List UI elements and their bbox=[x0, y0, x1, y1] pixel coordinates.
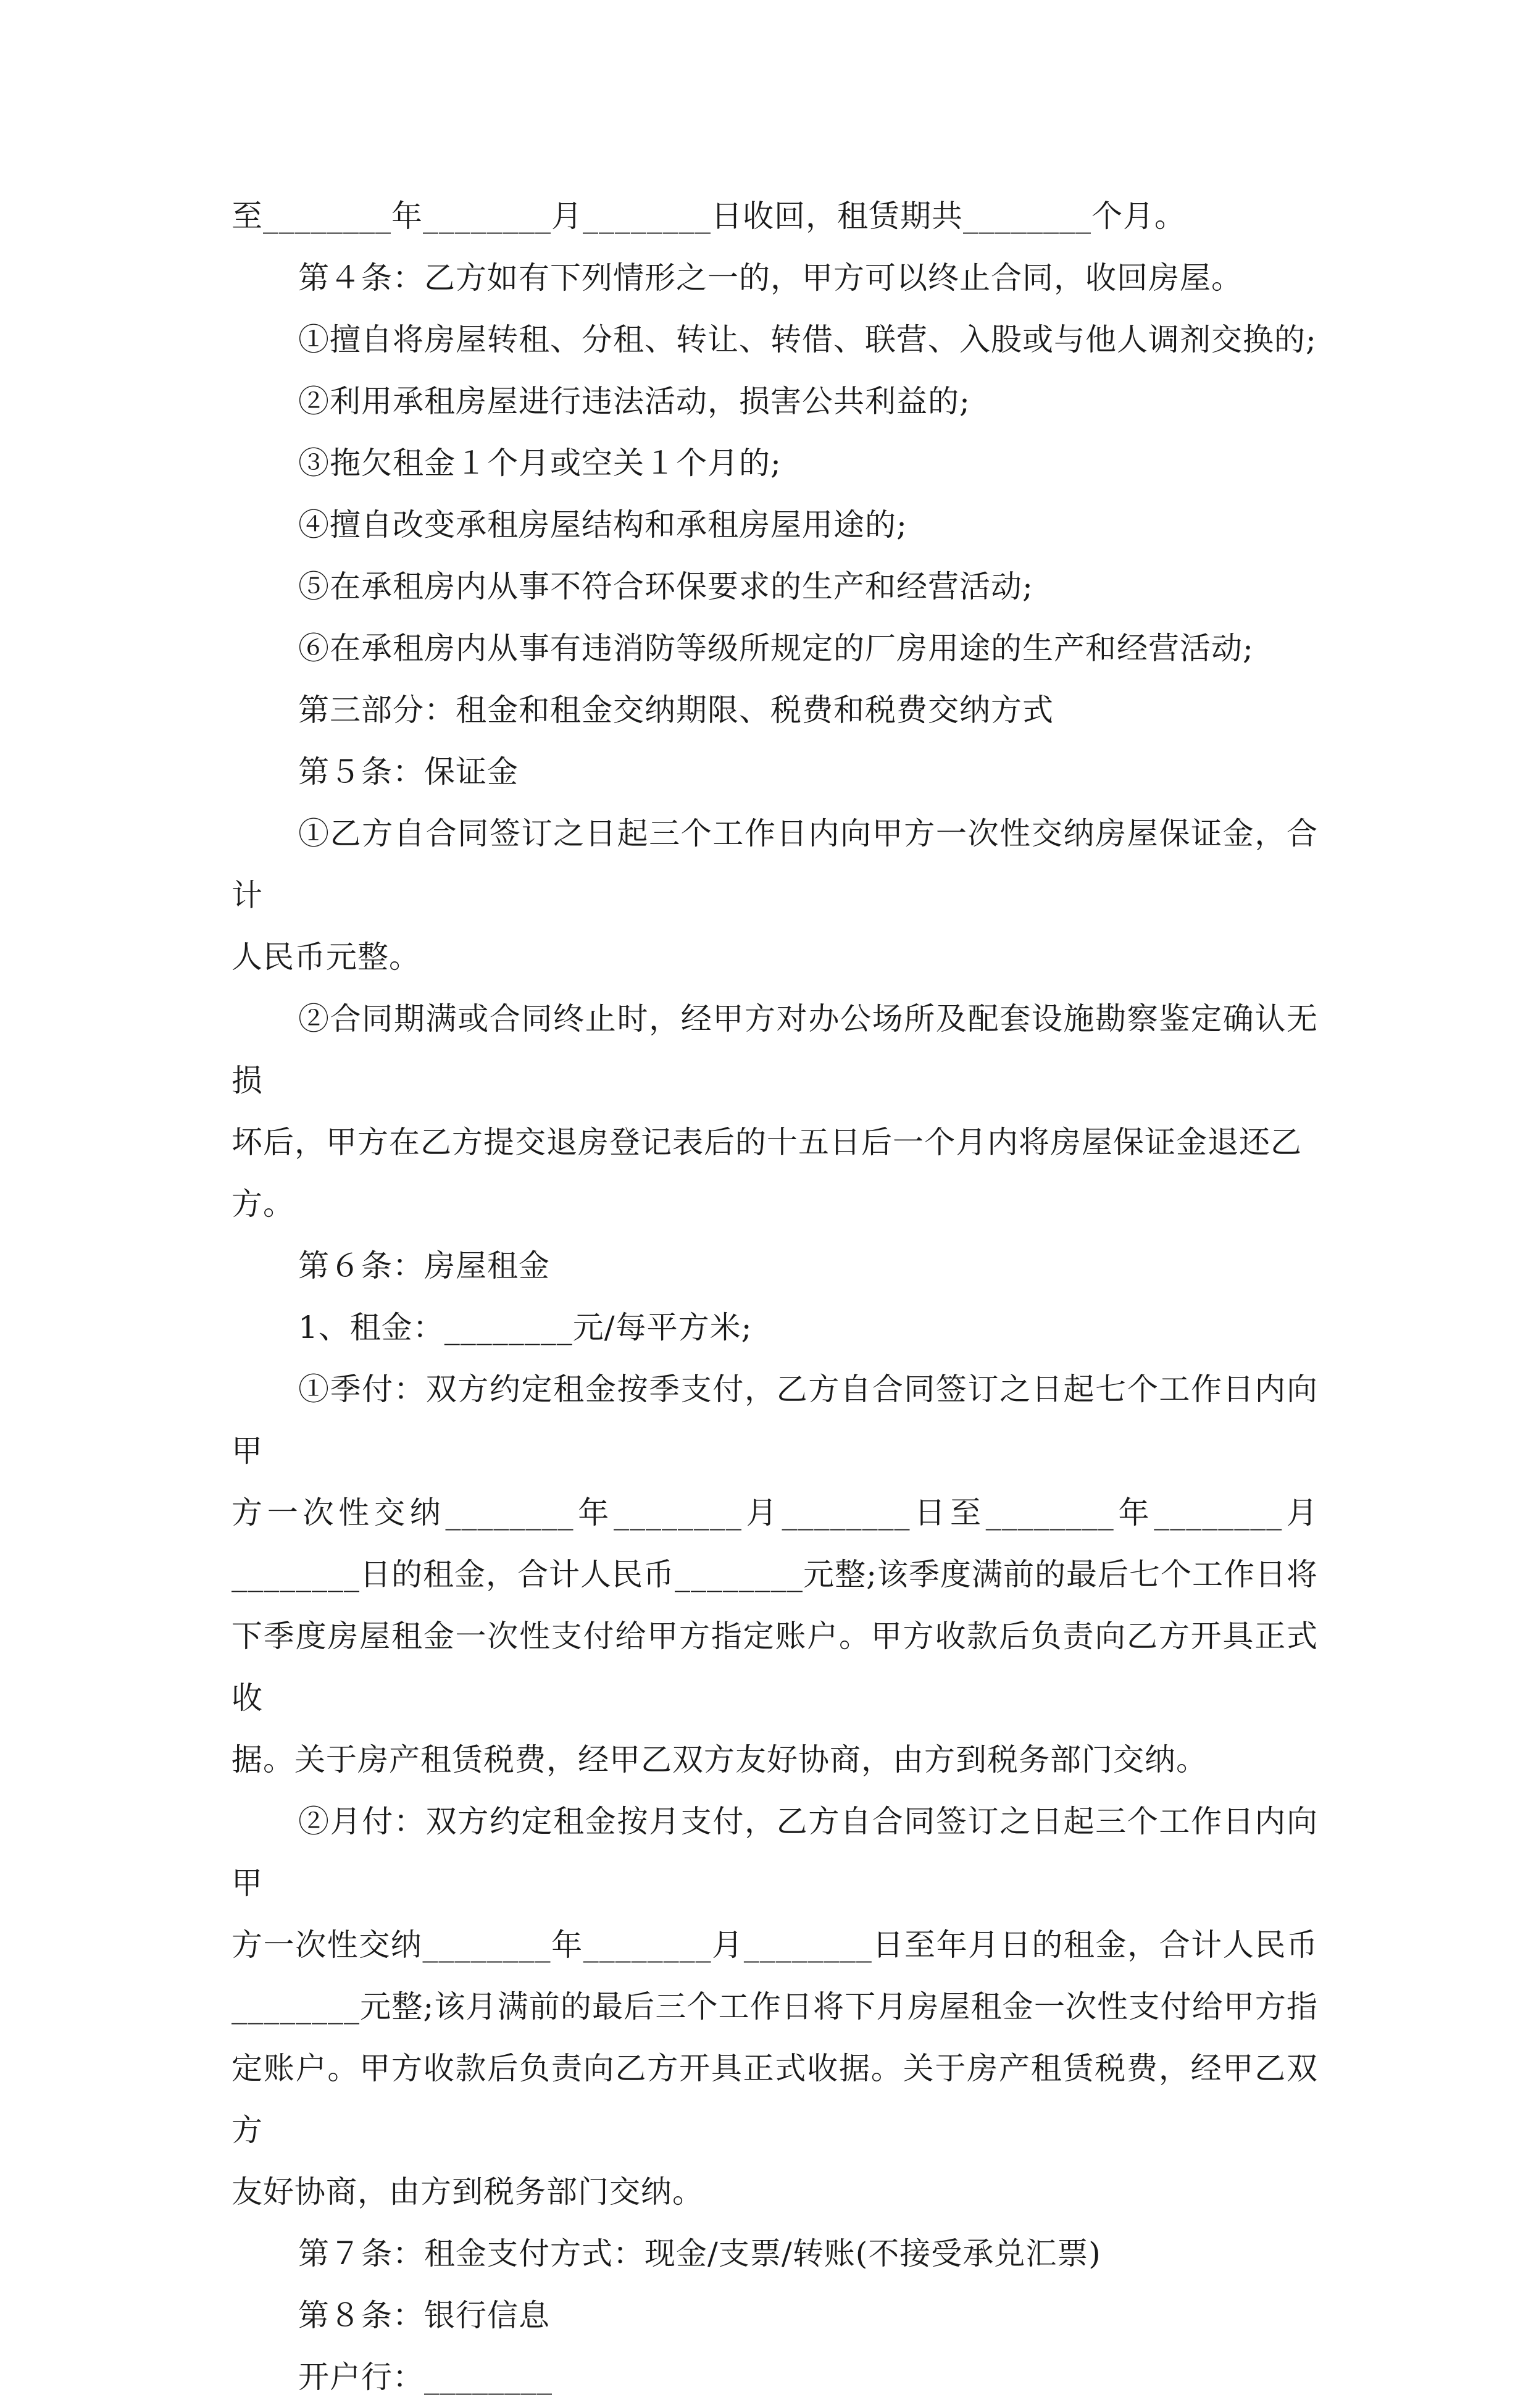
paragraph-line: 方一次性交纳________年________月________日至________年________月 bbox=[232, 1495, 1318, 1531]
paragraph-line: 定账户。甲方收款后负责向乙方开具正式收据。关于房产租赁税费，经甲乙双方 bbox=[232, 2051, 1318, 2148]
paragraph-line: 第三部分：租金和租金交纳期限、税费和税费交纳方式 bbox=[298, 692, 1054, 728]
paragraph-line: ________日的租金，合计人民币________元整;该季度满前的最后七个工作日将 bbox=[232, 1557, 1318, 1592]
paragraph-line: 坏后，甲方在乙方提交退房登记表后的十五日后一个月内将房屋保证金退还乙方。 bbox=[232, 1124, 1302, 1222]
paragraph-line: 人民币元整。 bbox=[232, 939, 420, 975]
paragraph-line: ①擅自将房屋转租、分租、转让、转借、联营、入股或与他人调剂交换的; bbox=[298, 322, 1317, 357]
paragraph-line: ③拖欠租金１个月或空关１个月的; bbox=[298, 445, 782, 481]
paragraph-line: ②合同期满或合同终止时，经甲方对办公场所及配套设施勘察鉴定确认无损 bbox=[232, 1001, 1318, 1098]
paragraph-line: ④擅自改变承租房屋结构和承租房屋用途的; bbox=[298, 507, 907, 543]
paragraph-line: 第７条：租金支付方式：现金/支票/转账(不接受承兑汇票) bbox=[298, 2236, 1101, 2272]
paragraph-line: 方一次性交纳________年________月________日至年月日的租金，合计人民币 bbox=[232, 1927, 1318, 1963]
paragraph-line: 1、租金：________元/每平方米; bbox=[298, 1310, 753, 1345]
document-body bbox=[232, 185, 1318, 2408]
paragraph-line: 据。关于房产租赁税费，经甲乙双方友好协商，由方到税务部门交纳。 bbox=[232, 1742, 1208, 1778]
paragraph-line: ①季付：双方约定租金按季支付，乙方自合同签订之日起七个工作日内向甲 bbox=[232, 1371, 1318, 1469]
paragraph-line: ________元整;该月满前的最后三个工作日将下月房屋租金一次性支付给甲方指 bbox=[232, 1989, 1318, 2025]
paragraph-line: 开户行：________ bbox=[298, 2359, 553, 2395]
paragraph-line: ①乙方自合同签订之日起三个工作日内向甲方一次性交纳房屋保证金，合计 bbox=[232, 816, 1318, 913]
paragraph-line: 至________年________月________日收回，租赁期共________个月。 bbox=[232, 198, 1186, 234]
paragraph-line: ②月付：双方约定租金按月支付，乙方自合同签订之日起三个工作日内向甲 bbox=[232, 1804, 1318, 1901]
paragraph-line: 第４条：乙方如有下列情形之一的，甲方可以终止合同，收回房屋。 bbox=[298, 260, 1243, 296]
paragraph-line: 第５条：保证金 bbox=[298, 754, 519, 790]
paragraph-line: ②利用承租房屋进行违法活动，损害公共利益的; bbox=[298, 383, 970, 419]
paragraph-line: 下季度房屋租金一次性支付给甲方指定账户。甲方收款后负责向乙方开具正式收 bbox=[232, 1618, 1318, 1716]
paragraph-line: ⑤在承租房内从事不符合环保要求的生产和经营活动; bbox=[298, 569, 1033, 604]
paragraph-line: 友好协商，由方到税务部门交纳。 bbox=[232, 2174, 704, 2210]
paragraph-line: ⑥在承租房内从事有违消防等级所规定的厂房用途的生产和经营活动; bbox=[298, 630, 1254, 666]
paragraph-line: 第８条：银行信息 bbox=[298, 2297, 550, 2333]
paragraph-line: 第６条：房屋租金 bbox=[298, 1248, 550, 1284]
